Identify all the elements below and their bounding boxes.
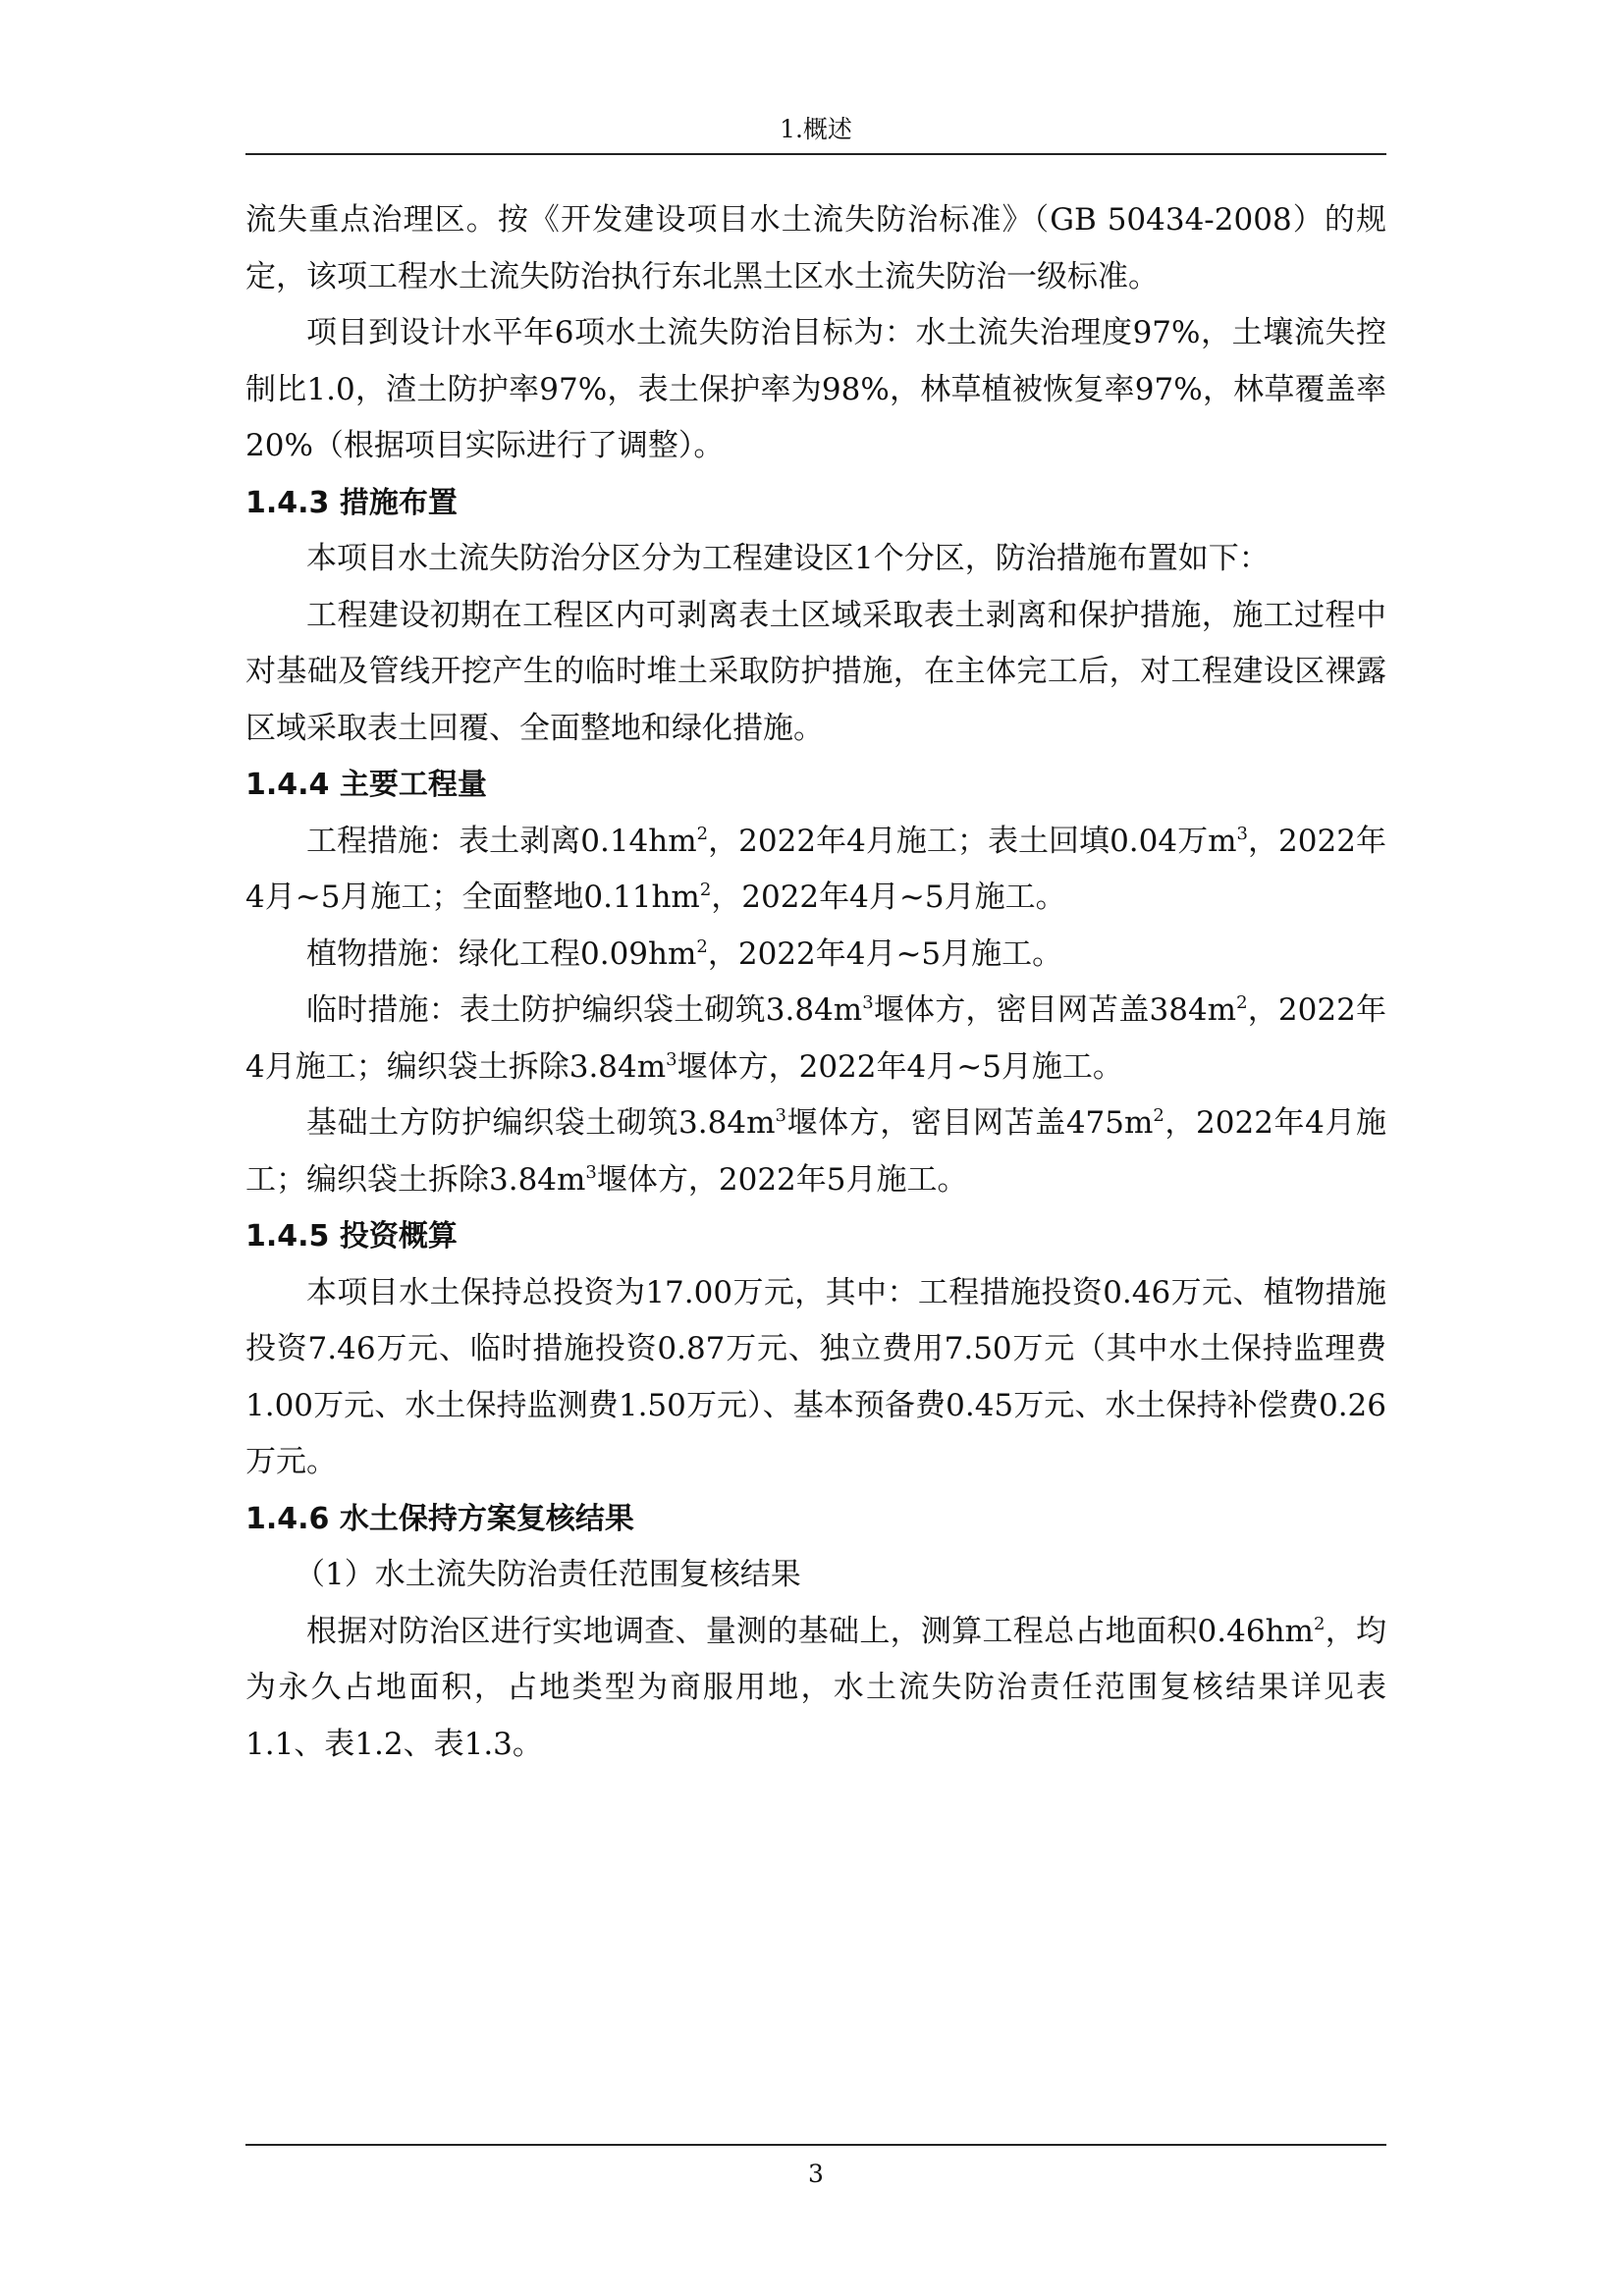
page-content bbox=[245, 192, 1386, 1773]
paragraph-continuation: 流失重点治理区。按《开发建设项目水土流失防治标准》（GB 50434-2008）的规定，该项工程水土流失防治执行东北黑土区水土流失防治一级标准。 bbox=[245, 202, 1386, 294]
paragraph-investment: 本项目水土保持总投资为17.00万元，其中：工程措施投资0.46万元、植物措施投资7.46万元、临时措施投资0.87万元、独立费用7.50万元（其中水土保持监理费1.00万元、水土保持监测费1.50万元）、基本预备费0.45万元、水土保持补偿费0.26万元。 bbox=[245, 1274, 1386, 1479]
paragraph-engineering-measures: 工程措施：表土剥离$0.14hm^2$，2022年4月施工；表土回填0.04万$m^3$，2022年4月~5月施工；全面整地$0.11hm^2$，2022年4月~5月施工。 bbox=[245, 823, 1386, 915]
page-number: 3 bbox=[808, 2160, 824, 2188]
subsection-title: （1）水土流失防治责任范围复核结果 bbox=[295, 1557, 801, 1592]
paragraph-temporary-measures: 临时措施：表土防护编织袋土砌筑$3.84m^3$堰体方，密目网苫盖$384m^2$，2022年4月施工；编织袋土拆除$3.84m^3$堰体方，2022年4月~5月施工。 bbox=[245, 992, 1386, 1085]
section-heading-1-4-5: 1.4.5 投资概算 bbox=[245, 1219, 458, 1254]
paragraph-plant-measures: 植物措施：绿化工程$0.09hm^2$，2022年4月~5月施工。 bbox=[306, 935, 1063, 972]
paragraph-targets: 项目到设计水平年6项水土流失防治目标为：水土流失治理度97%，土壤流失控制比1.0，渣土防护率97%，表土保护率为98%，林草植被恢复率97%，林草覆盖率20%（根据项目实际进行了调整）。 bbox=[245, 315, 1386, 463]
paragraph-responsibility-scope: 根据对防治区进行实地调查、量测的基础上，测算工程总占地面积$0.46hm^2$，均为永久占地面积，占地类型为商服用地，水土流失防治责任范围复核结果详见表1.1、表1.2、表1.3。 bbox=[245, 1613, 1386, 1762]
page-footer bbox=[245, 2144, 1386, 2188]
section-heading-1-4-4: 1.4.4 主要工程量 bbox=[245, 768, 487, 802]
header-title: 1.概述 bbox=[780, 115, 852, 143]
paragraph-foundation-protection: 基础土方防护编织袋土砌筑$3.84m^3$堰体方，密目网苫盖$475m^2$，2022年4月施工；编织袋土拆除$3.84m^3$堰体方，2022年5月施工。 bbox=[245, 1105, 1386, 1198]
section-heading-1-4-6: 1.4.6 水土保持方案复核结果 bbox=[245, 1501, 634, 1536]
section-heading-1-4-3: 1.4.3 措施布置 bbox=[245, 485, 458, 520]
page-header bbox=[245, 110, 1386, 155]
paragraph-measures: 工程建设初期在工程区内可剥离表土区域采取表土剥离和保护措施，施工过程中对基础及管线开挖产生的临时堆土采取防护措施，在主体完工后，对工程建设区裸露区域采取表土回覆、全面整地和绿化措施。 bbox=[245, 597, 1386, 746]
paragraph-zones: 本项目水土流失防治分区分为工程建设区1个分区，防治措施布置如下： bbox=[306, 541, 1270, 576]
